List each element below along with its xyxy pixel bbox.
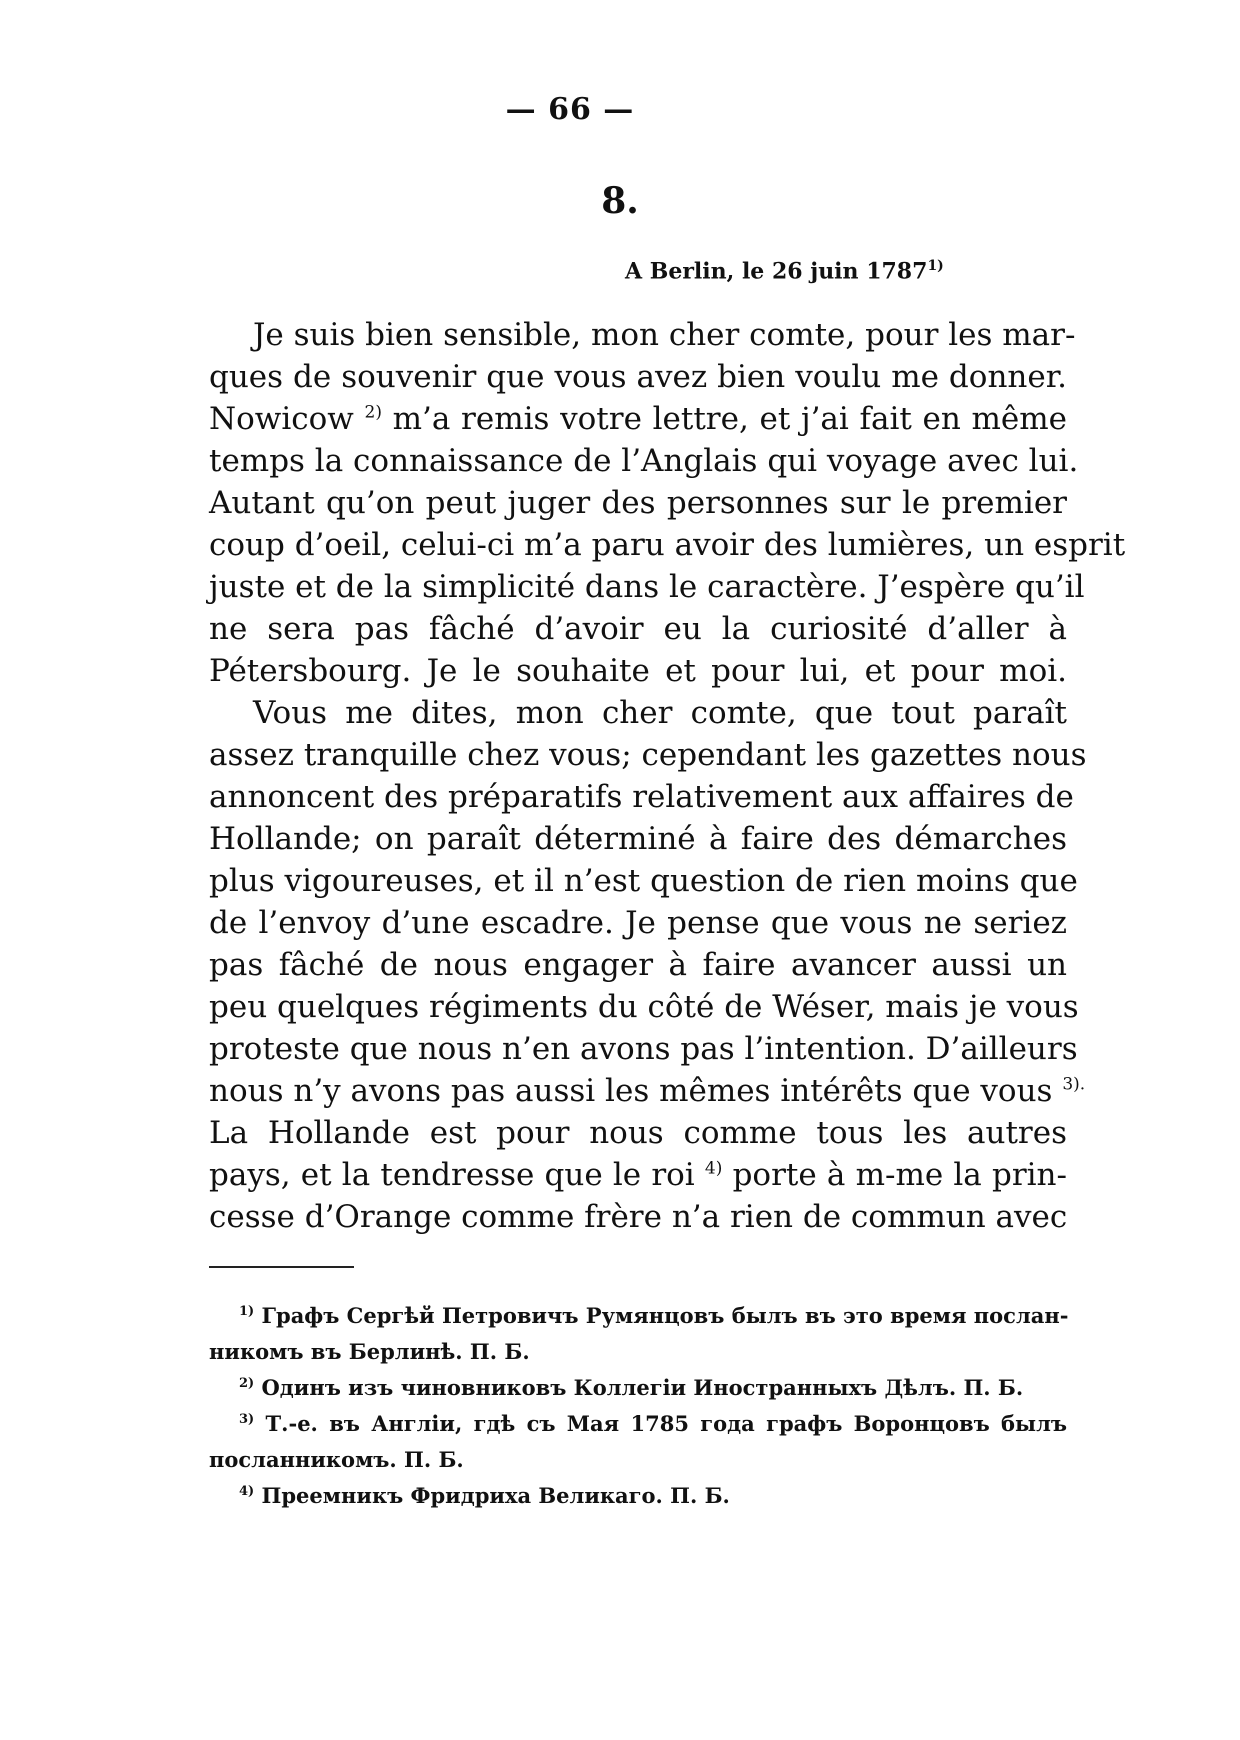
- text-line: annoncent des préparatifs relativement aux affaires de: [209, 779, 1074, 815]
- text-line: peu quelques régiments du côté de Wéser, mais je vous: [209, 989, 1079, 1025]
- letter-number: 8.: [601, 180, 639, 222]
- footnote-text: Преемникъ Фридриха Великаго. П. Б.: [261, 1483, 730, 1508]
- text-line: de l’envoy d’une escadre. Je pense que vous ne seriez: [209, 905, 1067, 941]
- text-line: temps la connaissance de l’Anglais qui voyage avec lui.: [209, 443, 1079, 479]
- text-line: Vous me dites, mon cher comte, que tout paraît: [253, 695, 1067, 731]
- footnote-mark: 4): [239, 1484, 255, 1499]
- text-fragment: pays, et la tendresse que le roi: [209, 1157, 695, 1193]
- text-fragment: Nowicow: [209, 401, 354, 437]
- text-line: ques de souvenir que vous avez bien voulu me donner.: [209, 359, 1067, 395]
- text-line: Je suis bien sensible, mon cher comte, pour les mar-: [253, 317, 1076, 353]
- footnote-continuation: никомъ въ Берлинѣ. П. Б.: [209, 1339, 530, 1364]
- footnote-mark: 1): [927, 258, 944, 274]
- footnote-continuation: посланникомъ. П. Б.: [209, 1447, 464, 1472]
- text-fragment: m’a remis votre lettre, et j’ai fait en même: [392, 401, 1067, 437]
- text-line: coup d’oeil, celui-ci m’a paru avoir des lumières, un esprit: [209, 527, 1126, 563]
- text-line: juste et de la simplicité dans le caractère. J’espère qu’il: [209, 569, 1085, 605]
- text-fragment: porte à m-me la prin-: [732, 1157, 1067, 1193]
- footnote-mark: 4): [704, 1158, 723, 1179]
- text-line: ne sera pas fâché d’avoir eu la curiosité d’aller à: [209, 611, 1067, 647]
- text-line: La Hollande est pour nous comme tous les autres: [209, 1115, 1067, 1151]
- footnote: [209, 1370, 1067, 1406]
- footnote-text: Одинъ изъ чиновниковъ Коллегіи Иностранныхъ Дѣлъ. П. Б.: [261, 1375, 1024, 1400]
- dateline: [625, 258, 944, 284]
- footnote-mark: 2): [239, 1376, 255, 1391]
- footnote-mark: 2): [364, 402, 382, 423]
- footnote: [209, 1298, 1067, 1334]
- footnote: [209, 1478, 1067, 1514]
- dateline-text: A Berlin, le 26 juin 1787: [625, 258, 928, 285]
- footnote-text: Т.-е. въ Англіи, гдѣ съ Мая 1785 года графъ Воронцовъ былъ: [265, 1411, 1067, 1436]
- text-line: [209, 398, 1067, 440]
- text-line: [209, 1154, 1067, 1196]
- text-line: assez tranquille chez vous; cependant les gazettes nous: [209, 737, 1087, 773]
- footnote-mark: 3): [239, 1412, 255, 1427]
- footnote-mark: 1): [239, 1304, 255, 1319]
- text-line: proteste que nous n’en avons pas l’intention. D’ailleurs: [209, 1031, 1078, 1067]
- footnote-text: Графъ Сергѣй Петровичъ Румянцовъ былъ въ это время послан-: [261, 1303, 1069, 1328]
- footnote-mark: 3).: [1062, 1074, 1086, 1095]
- text-line: Autant qu’on peut juger des personnes sur le premier: [209, 485, 1067, 521]
- letter-body: [209, 314, 1126, 1238]
- footnote: [209, 1406, 1067, 1442]
- footnotes: [209, 1298, 1067, 1514]
- text-line: cesse d’Orange comme frère n’a rien de commun avec: [209, 1199, 1068, 1235]
- text-line: Pétersbourg. Je le souhaite et pour lui, et pour moi.: [209, 653, 1067, 689]
- text-line: [209, 1070, 1086, 1112]
- text-line: plus vigoureuses, et il n’est question de rien moins que: [209, 863, 1078, 899]
- text-fragment: nous n’y avons pas aussi les mêmes intérêts que vous: [209, 1073, 1053, 1109]
- text-line: pas fâché de nous engager à faire avancer aussi un: [209, 947, 1067, 983]
- footnote-separator: [209, 1266, 354, 1268]
- text-line: Hollande; on paraît déterminé à faire des démarches: [209, 821, 1067, 857]
- page-number: — 66 —: [505, 92, 635, 127]
